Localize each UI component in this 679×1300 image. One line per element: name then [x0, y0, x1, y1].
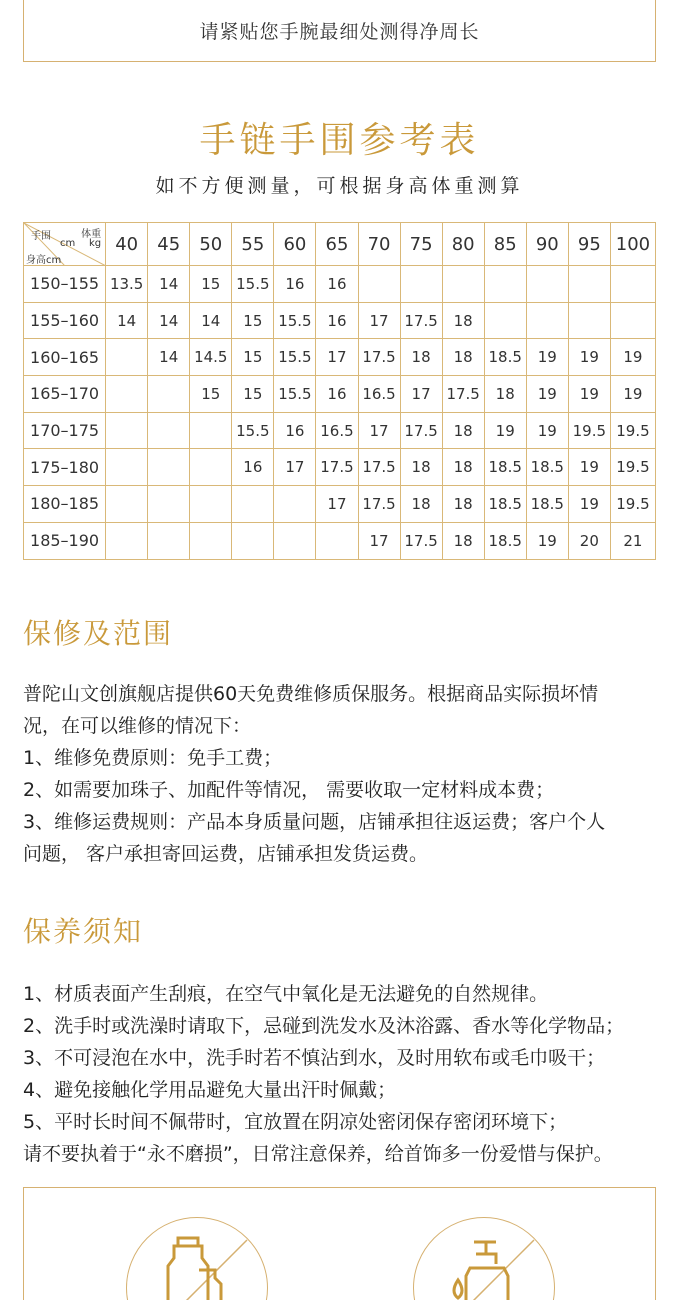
- wrist-size-cell: 15: [232, 302, 274, 339]
- wrist-size-cell: [400, 266, 442, 303]
- table-row: [24, 339, 656, 376]
- wrist-size-cell: 14: [106, 302, 148, 339]
- wrist-size-cell: 16: [316, 266, 358, 303]
- wrist-size-cell: 15.5: [274, 339, 316, 376]
- wrist-size-cell: [274, 486, 316, 523]
- wrist-size-cell: [610, 266, 655, 303]
- table-row: [24, 486, 656, 523]
- table-row: [24, 449, 656, 486]
- corner-cm-label: cm: [60, 238, 76, 249]
- wrist-size-cell: 19: [568, 376, 610, 413]
- wrist-size-cell: 19: [568, 339, 610, 376]
- wrist-size-cell: 16: [274, 266, 316, 303]
- wrist-size-cell: [274, 522, 316, 559]
- height-range-label: 165–170: [24, 376, 106, 413]
- wrist-size-cell: 17: [274, 449, 316, 486]
- wrist-size-cell: 18.5: [484, 339, 526, 376]
- wrist-size-cell: 15.5: [274, 302, 316, 339]
- wrist-size-cell: [190, 412, 232, 449]
- bottles-no-icon: [126, 1217, 268, 1300]
- wrist-size-cell: 15: [190, 376, 232, 413]
- wrist-size-cell: 18.5: [484, 522, 526, 559]
- wrist-size-cell: 19: [526, 522, 568, 559]
- wrist-size-cell: 19.5: [610, 486, 655, 523]
- wrist-size-cell: 18: [442, 522, 484, 559]
- table-corner-cell: [24, 223, 106, 266]
- wrist-size-cell: 19: [526, 412, 568, 449]
- wrist-size-cell: [148, 412, 190, 449]
- wrist-size-cell: 19: [568, 449, 610, 486]
- wrist-size-cell: 18: [400, 486, 442, 523]
- wrist-size-cell: [106, 486, 148, 523]
- wrist-size-cell: [568, 302, 610, 339]
- weight-header-95: 95: [568, 223, 610, 266]
- table-row: [24, 266, 656, 303]
- weight-header-75: 75: [400, 223, 442, 266]
- instruction-text: 请紧贴您手腕最细处测得净周长: [199, 21, 480, 43]
- warranty-line: 普陀山文创旗舰店提供60天免费维修质保服务。根据商品实际损坏情: [23, 683, 599, 705]
- wrist-size-cell: 17: [316, 339, 358, 376]
- table-row: [24, 412, 656, 449]
- height-range-label: 150–155: [24, 266, 106, 303]
- wrist-size-cell: 19: [568, 486, 610, 523]
- wrist-size-cell: 14: [148, 339, 190, 376]
- weight-header-100: 100: [610, 223, 655, 266]
- weight-header-70: 70: [358, 223, 400, 266]
- height-range-label: 160–165: [24, 339, 106, 376]
- wrist-size-cell: [106, 376, 148, 413]
- corner-weight-label: 体重: [81, 229, 102, 240]
- warranty-title: 保修及范围: [23, 617, 174, 650]
- warranty-text: [23, 678, 663, 870]
- care-icons-box: [23, 1187, 656, 1300]
- wrist-size-cell: [358, 266, 400, 303]
- wrist-size-cell: 17: [400, 376, 442, 413]
- wrist-size-cell: 18: [400, 339, 442, 376]
- corner-kg-label: kg: [88, 238, 102, 249]
- wrist-size-cell: 18: [400, 449, 442, 486]
- weight-header-65: 65: [316, 223, 358, 266]
- wrist-size-cell: 17.5: [400, 522, 442, 559]
- wrist-size-cell: 19.5: [568, 412, 610, 449]
- wrist-size-cell: [148, 376, 190, 413]
- wrist-size-cell: 18: [442, 339, 484, 376]
- height-range-label: 180–185: [24, 486, 106, 523]
- weight-header-60: 60: [274, 223, 316, 266]
- warranty-line: 3、维修运费规则：产品本身质量问题，店铺承担往返运费；客户个人: [23, 811, 606, 833]
- wrist-size-cell: 16: [232, 449, 274, 486]
- table-row: [24, 376, 656, 413]
- table-row: [24, 522, 656, 559]
- height-range-label: 175–180: [24, 449, 106, 486]
- wrist-size-cell: 19.5: [610, 412, 655, 449]
- care-line: 5、平时长时间不佩带时，宜放置在阴凉处密闭保存密闭环境下；: [23, 1111, 568, 1133]
- wrist-size-cell: 19: [526, 339, 568, 376]
- wrist-size-cell: [484, 302, 526, 339]
- size-table: [23, 222, 656, 560]
- warranty-line: 况，在可以维修的情况下：: [23, 715, 252, 737]
- wrist-size-cell: [526, 302, 568, 339]
- page-subtitle: 如不方便测量，可根据身高体重测算: [155, 175, 524, 197]
- wrist-size-cell: [106, 412, 148, 449]
- wrist-size-cell: 18.5: [526, 486, 568, 523]
- wrist-size-cell: 18: [484, 376, 526, 413]
- wrist-size-cell: 17.5: [358, 339, 400, 376]
- wrist-size-cell: 21: [610, 522, 655, 559]
- weight-header-50: 50: [190, 223, 232, 266]
- wrist-size-cell: [568, 266, 610, 303]
- weight-header-80: 80: [442, 223, 484, 266]
- page-title: 手链手围参考表: [199, 120, 480, 161]
- weight-header-85: 85: [484, 223, 526, 266]
- wrist-size-cell: 18: [442, 412, 484, 449]
- wrist-size-cell: [232, 486, 274, 523]
- wrist-size-cell: 15.5: [232, 266, 274, 303]
- wrist-size-cell: 17.5: [358, 486, 400, 523]
- wrist-size-cell: 20: [568, 522, 610, 559]
- corner-wrist-label: 手围: [31, 231, 51, 242]
- warranty-line: 1、维修免费原则：免手工费；: [23, 747, 283, 769]
- wrist-size-cell: 15.5: [232, 412, 274, 449]
- pump-bottle-no-icon: [413, 1217, 555, 1300]
- wrist-size-cell: [148, 486, 190, 523]
- wrist-size-cell: 18.5: [484, 449, 526, 486]
- weight-header-55: 55: [232, 223, 274, 266]
- care-text: [23, 978, 663, 1170]
- wrist-size-cell: [106, 522, 148, 559]
- wrist-size-cell: [106, 339, 148, 376]
- care-line: 2、洗手时或洗澡时请取下，忌碰到洗发水及沐浴露、香水等化学物品；: [23, 1015, 625, 1037]
- instruction-box: [23, 0, 656, 62]
- care-line: 请不要执着于“永不磨损”，日常注意保养，给首饰多一份爱惜与保护。: [23, 1143, 613, 1165]
- height-range-label: 185–190: [24, 522, 106, 559]
- warranty-line: 2、如需要加珠子、加配件等情况， 需要收取一定材料成本费；: [23, 779, 555, 801]
- weight-header-90: 90: [526, 223, 568, 266]
- wrist-size-cell: 18.5: [526, 449, 568, 486]
- wrist-size-cell: 19: [484, 412, 526, 449]
- wrist-size-cell: 18: [442, 302, 484, 339]
- wrist-size-cell: 17.5: [358, 449, 400, 486]
- wrist-size-cell: 14: [148, 302, 190, 339]
- wrist-size-cell: [526, 266, 568, 303]
- warranty-line: 问题， 客户承担寄回运费，店铺承担发货运费。: [23, 843, 429, 865]
- wrist-size-cell: 18.5: [484, 486, 526, 523]
- wrist-size-cell: 17: [358, 412, 400, 449]
- wrist-size-cell: 15: [232, 376, 274, 413]
- wrist-size-cell: [442, 266, 484, 303]
- wrist-size-cell: 17.5: [400, 302, 442, 339]
- wrist-size-cell: [232, 522, 274, 559]
- wrist-size-cell: 16: [316, 302, 358, 339]
- wrist-size-cell: 18: [442, 449, 484, 486]
- wrist-size-cell: 18: [442, 486, 484, 523]
- wrist-size-cell: 17: [316, 486, 358, 523]
- wrist-size-cell: 14.5: [190, 339, 232, 376]
- table-header-row: [24, 223, 656, 266]
- wrist-size-cell: 17.5: [400, 412, 442, 449]
- wrist-size-cell: 15: [190, 266, 232, 303]
- wrist-size-cell: 17: [358, 302, 400, 339]
- table-row: [24, 302, 656, 339]
- wrist-size-cell: 15.5: [274, 376, 316, 413]
- wrist-size-cell: [484, 266, 526, 303]
- corner-height-label: 身高cm: [26, 255, 62, 266]
- wrist-size-cell: 16: [316, 376, 358, 413]
- wrist-size-cell: 16: [274, 412, 316, 449]
- wrist-size-cell: [610, 302, 655, 339]
- wrist-size-cell: 16.5: [316, 412, 358, 449]
- care-title: 保养须知: [23, 915, 144, 948]
- care-line: 4、避免接触化学用品避免大量出汗时佩戴；: [23, 1079, 397, 1101]
- wrist-size-cell: 17: [358, 522, 400, 559]
- wrist-size-cell: 17.5: [316, 449, 358, 486]
- wrist-size-cell: 15: [232, 339, 274, 376]
- wrist-size-cell: [190, 486, 232, 523]
- weight-header-40: 40: [106, 223, 148, 266]
- weight-header-45: 45: [148, 223, 190, 266]
- wrist-size-cell: [316, 522, 358, 559]
- height-range-label: 170–175: [24, 412, 106, 449]
- wrist-size-cell: 17.5: [442, 376, 484, 413]
- wrist-size-cell: 19: [610, 376, 655, 413]
- wrist-size-cell: 14: [148, 266, 190, 303]
- height-range-label: 155–160: [24, 302, 106, 339]
- care-line: 3、不可浸泡在水中，洗手时若不慎沾到水，及时用软布或毛巾吸干；: [23, 1047, 606, 1069]
- wrist-size-cell: 19: [610, 339, 655, 376]
- wrist-size-cell: 14: [190, 302, 232, 339]
- wrist-size-cell: [148, 449, 190, 486]
- wrist-size-cell: 13.5: [106, 266, 148, 303]
- wrist-size-cell: 16.5: [358, 376, 400, 413]
- wrist-size-cell: [190, 449, 232, 486]
- care-line: 1、材质表面产生刮痕，在空气中氧化是无法避免的自然规律。: [23, 983, 549, 1005]
- wrist-size-cell: [106, 449, 148, 486]
- wrist-size-cell: [190, 522, 232, 559]
- wrist-size-cell: 19.5: [610, 449, 655, 486]
- wrist-size-cell: [148, 522, 190, 559]
- wrist-size-cell: 19: [526, 376, 568, 413]
